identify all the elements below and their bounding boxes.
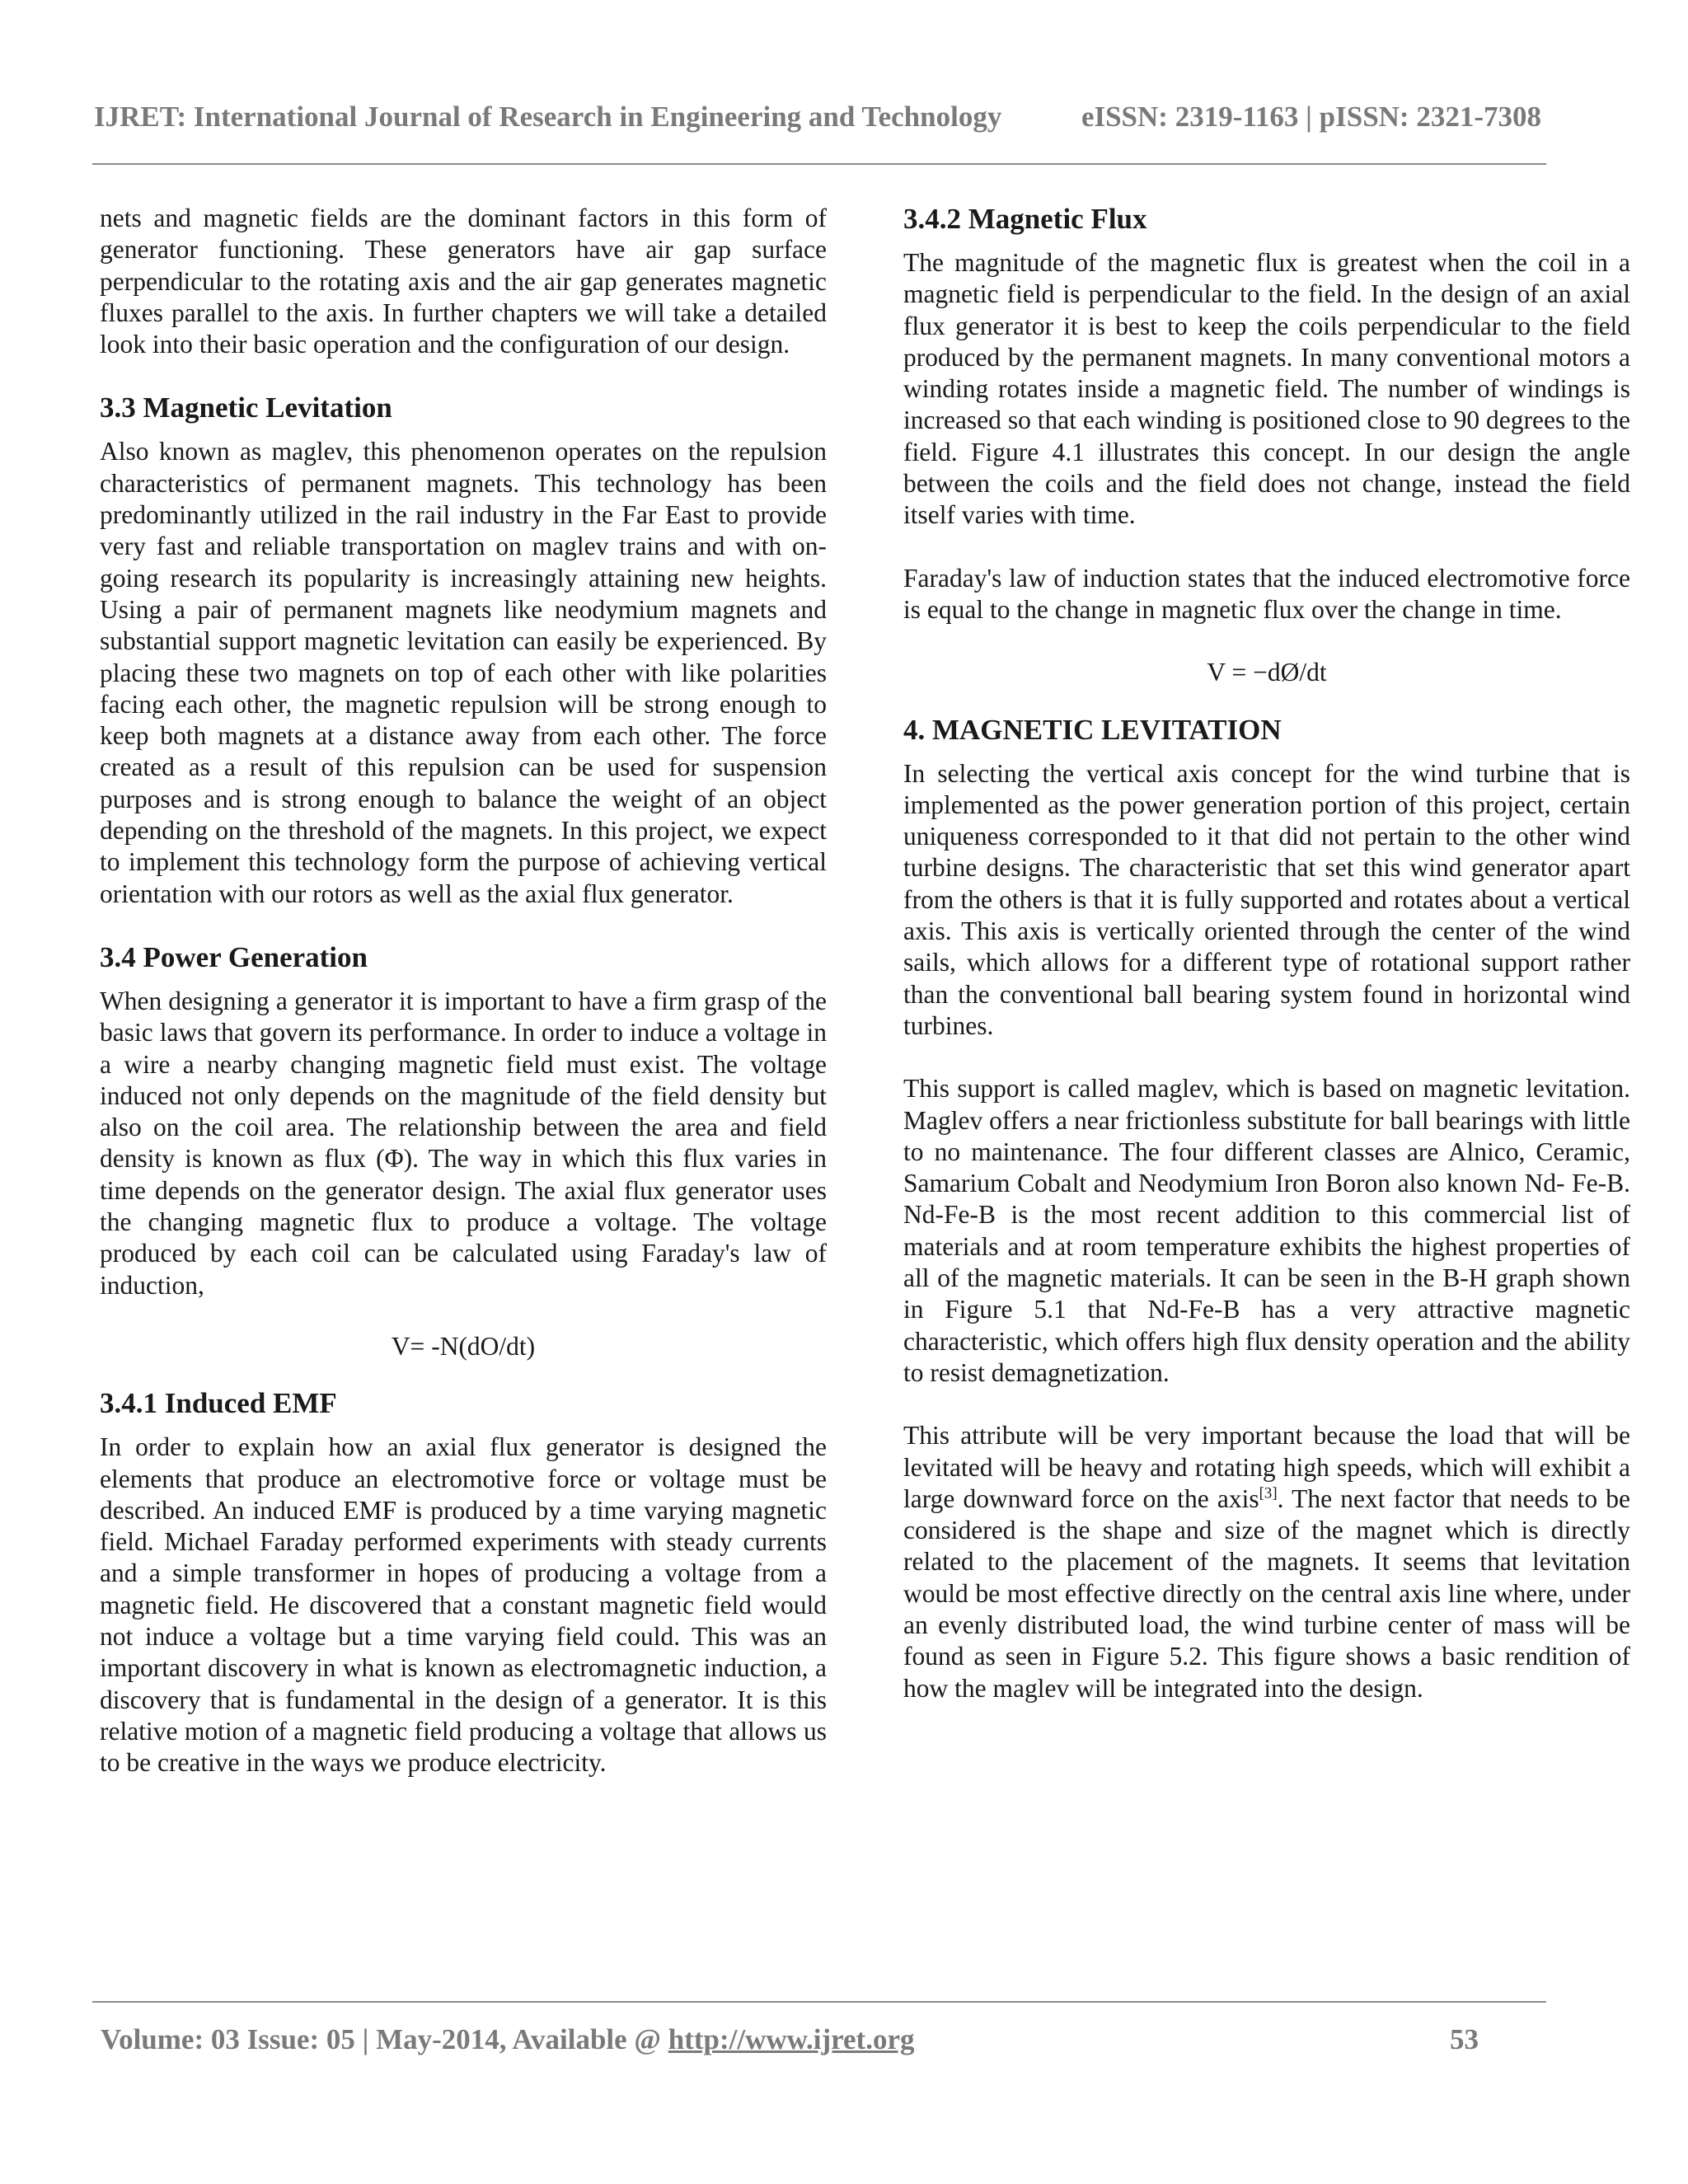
- section-4-paragraph-2: This support is called maglev, which is based on magnetic levitation. Maglev offers a near frictionless substitute for ball bearings with little to no maintenance. The four different classes are Alnico, Ceramic, Samarium Cobalt and Neodymium Iron Boron also known Nd- Fe-B. Nd-Fe-B is the most recent addition to this commercial list of materials and at room temperature exhibits the highest properties of all of the magnetic materials. It can be seen in the B-H graph shown in Figure 5.1 that Nd-Fe-B has a very attractive magnetic characteristic, which offers high flux density operation and the ability to resist demagnetization.: [903, 1074, 1630, 1387]
- section-3-4-paragraph: When designing a generator it is important to have a firm grasp of the basic laws that govern its performance. In order to induce a voltage in a wire a nearby changing magnetic field must exist. The voltage induced not only depends on the magnitude of the field density but also on the coil area. The relationship between the area and field density is known as flux (Φ). The way in which this flux varies in time depends on the generator design. The axial flux generator uses the changing magnetic flux to produce a voltage. The voltage produced by each coil can be calculated using Faraday's law of induction,: [100, 986, 827, 1300]
- page-header: [94, 97, 1541, 137]
- paragraph-3-text-b: . The next factor that needs to be considered is the shape and size of the magnet which is directly related to the placement of the magnets. It seems that levitation would be most effective directly on the central axis line where, under an evenly distributed load, the wind turbine center of mass will be found as seen in Figure 5.2. This figure shows a basic rendition of how the maglev will be integrated into the design.: [903, 1483, 1630, 1703]
- citation-ref: [3]: [1259, 1484, 1278, 1502]
- section-3-4-2-paragraph-2: Faraday's law of induction states that the induced electromotive force is equal to the change in magnetic flux over the change in time.: [903, 563, 1630, 624]
- section-3-4-2-paragraph-1: The magnitude of the magnetic flux is greatest when the coil in a magnetic field is perpendicular to the field. In the design of an axial flux generator it is best to keep the coils perpendicular to the field produced by the permanent magnets. In many conventional motors a winding rotates inside a magnetic field. The number of windings is increased so that each winding is positioned close to 90 degrees to the field. Figure 4.1 illustrates this concept. In our design the angle between the coils and the field does not change, instead the field itself varies with time.: [903, 248, 1630, 530]
- faraday-equation: V= -N(dO/dt): [391, 1331, 536, 1361]
- page-footer: [101, 2021, 1479, 2059]
- volume-text: Volume: 03 Issue: 05 | May-2014, Available @: [101, 2023, 668, 2055]
- left-column: [100, 203, 827, 1779]
- flux-equation: V = −dØ/dt: [1207, 658, 1327, 687]
- section-3-4-heading: 3.4 Power Generation: [100, 940, 368, 973]
- right-column: [903, 203, 1630, 1704]
- footer-volume-info: [101, 2023, 915, 2056]
- section-4-paragraph-1: In selecting the vertical axis concept for the wind turbine that is implemented as the power generation portion of this project, certain uniqueness corresponded to it that did not pertain to the other wind turbine designs. The characteristic that set this wind generator apart from the others is that it is fully supported and rotates about a vertical axis. This axis is vertically oriented through the center of the wind sails, which allows for a different type of rotational support rather than the conventional ball bearing system found in horizontal wind turbines.: [903, 758, 1630, 1040]
- page-number: 53: [1450, 2023, 1479, 2055]
- paragraph-3-text-a: This attribute will be very important because the load that will be levitated will be heavy and rotating high speeds, which will exhibit a large downward force on the axis: [903, 1421, 1630, 1513]
- section-3-4-1-heading: 3.4.1 Induced EMF: [100, 1387, 337, 1420]
- footer-divider: [92, 2001, 1546, 2003]
- issn-info: eISSN: 2319-1163 | pISSN: 2321-7308: [1081, 101, 1541, 133]
- journal-title: IJRET: International Journal of Research in Engineering and Technology: [94, 101, 1002, 133]
- section-3-3-paragraph: Also known as maglev, this phenomenon operates on the repulsion characteristics of permanent magnets. This technology has been predominantly utilized in the rail industry in the Far East to provide very fast and reliable transportation on maglev trains and with on-going research its popularity is increasingly attaining new heights. Using a pair of permanent magnets like neodymium magnets and substantial support magnetic levitation can easily be experienced. By placing these two magnets on top of each other with like polarities facing each other, the magnetic repulsion will be strong enough to keep both magnets at a distance away from each other. The force created as a result of this repulsion can be used for suspension purposes and is strong enough to balance the weight of an object depending on the threshold of the magnets. In this project, we expect to implement this technology form the purpose of achieving vertical orientation with our rotors as well as the axial flux generator.: [100, 437, 827, 908]
- section-4-heading: 4. MAGNETIC LEVITATION: [903, 713, 1282, 746]
- journal-link[interactable]: http://www.ijret.org: [668, 2023, 915, 2055]
- section-3-4-1-paragraph: In order to explain how an axial flux generator is designed the elements that produce an electromotive force or voltage must be described. An induced EMF is produced by a time varying magnetic field. Michael Faraday performed experiments with steady currents and a simple transformer in hopes of producing a voltage from a magnetic field. He discovered that a constant magnetic field would not induce a voltage but a time varying field could. This was an important discovery in what is known as electromagnetic induction, a discovery that is fundamental in the design of a generator. It is this relative motion of a magnetic field producing a voltage that allows us to be creative in the ways we produce electricity.: [100, 1432, 827, 1778]
- section-3-4-2-heading: 3.4.2 Magnetic Flux: [903, 203, 1147, 235]
- intro-paragraph: nets and magnetic fields are the dominant factors in this form of generator functioning. These generators have air gap surface perpendicular to the rotating axis and the air gap generates magnetic fluxes parallel to the axis. In further chapters we will take a detailed look into their basic operation and the configuration of our design.: [100, 204, 827, 359]
- section-3-3-heading: 3.3 Magnetic Levitation: [100, 391, 392, 424]
- header-divider: [92, 163, 1546, 165]
- section-4-paragraph-3: [903, 1420, 1630, 1704]
